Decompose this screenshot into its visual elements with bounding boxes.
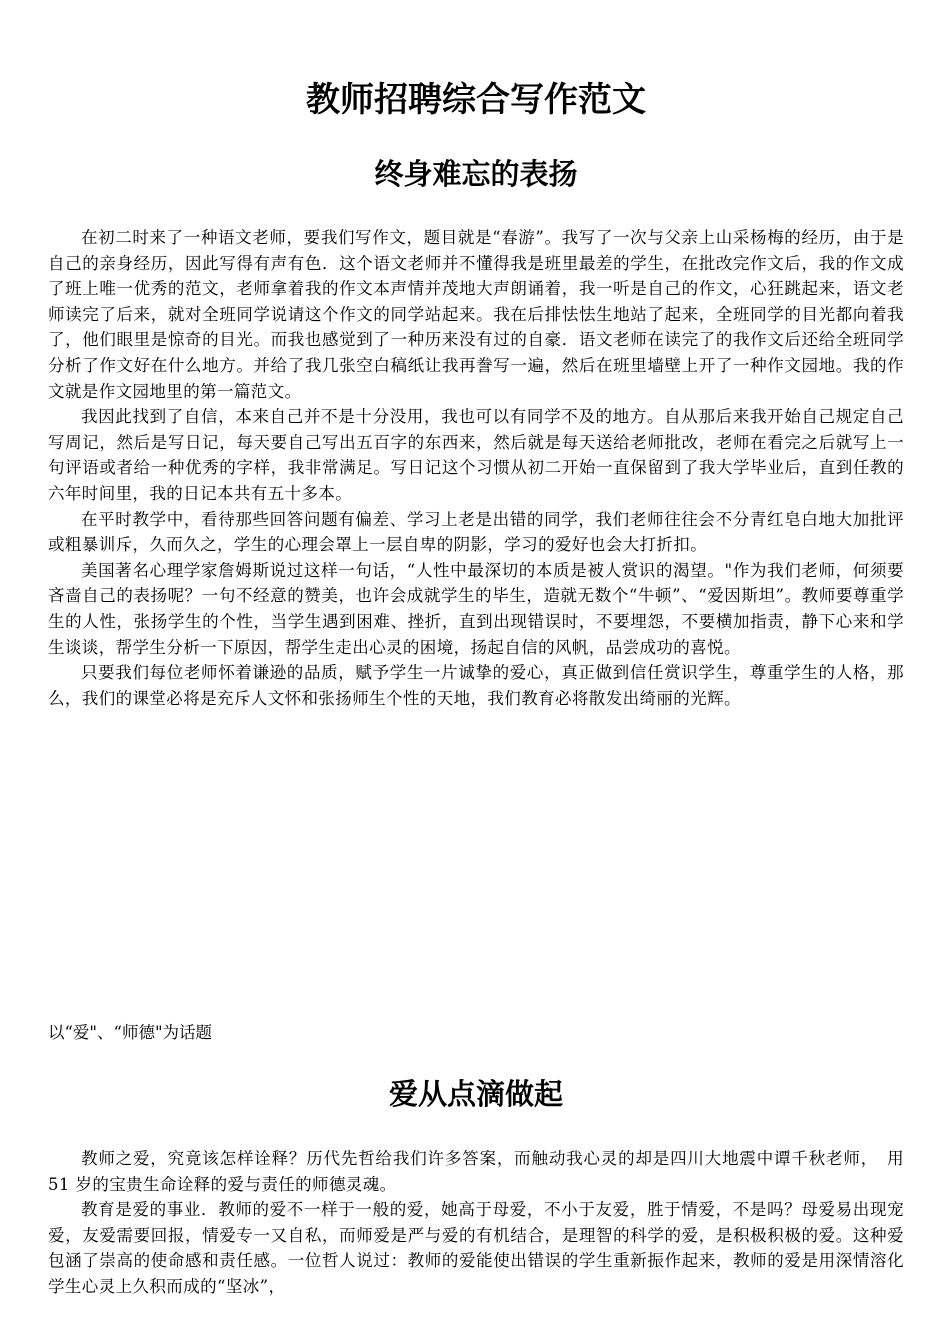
essay1-paragraph: 在初二时来了一种语文老师，要我们写作文，题目就是“春游”。我写了一次与父亲上山采杨梅的经历，由于是自己的亲身经历，因此写得有声有色．这个语文老师并不懂得我是班里最差的学生，在批改完作文后，我的作文成了班上唯一优秀的范文，老师拿着我的作文本声情并茂地大声朗诵着，我一听是自己的作文，心狂跳起来，语文老师读完了后来，就对全班同学说请这个作文的同学站起来。我在后排怯怯生地站了起来，全班同学的目光都向着我了，他们眼里是惊奇的目光。而我也感觉到了一种历来没有过的自豪．语文老师在读完了的我作文后还给全班同学分析了作文好在什么地方。并给了我几张空白稿纸让我再誊写一遍，然后在班里墙壁上开了一种作文园地。我的作文就是作文园地里的第一篇范文。 xyxy=(48,228,904,401)
essay1-paragraph: 只要我们每位老师怀着谦逊的品质，赋予学生一片诚挚的爱心，真正做到信任赏识学生，尊重学生的人格，那么，我们的课堂必将是充斥人文怀和张扬师生个性的天地，我们教育必将散发出绮丽的光辉。 xyxy=(48,663,904,708)
essay2-title: 爱从点滴做起 xyxy=(388,1077,563,1111)
document-title: 教师招聘综合写作范文 xyxy=(306,80,646,120)
topic-line: 以“爱"、“师德"为话题 xyxy=(48,1023,213,1042)
essay1-paragraph: 在平时教学中，看待那些回答问题有偏差、学习上老是出错的同学，我们老师往往会不分青红皂白地大加批评或粗暴训斥，久而久之，学生的心理会罩上一层自卑的阴影，学习的爱好也会大打折扣。 xyxy=(48,509,904,555)
essay1-body xyxy=(48,225,904,711)
essay2-paragraph: 教育是爱的事业．教师的爱不一样于一般的爱，她高于母爱，不小于友爱，胜于情爱，不是吗？母爱易出现宠爱，友爱需要回报，情爱专一又自私，而师爱是严与爱的有机结合，是理智的科学的爱，是积极积极的爱。这种爱包涵了崇高的使命感和责任感。一位哲人说过：教师的爱能使出错误的学生重新振作起来，教师的爱是用深情溶化学生心灵上久积而成的“坚冰”， xyxy=(48,1200,904,1296)
essay2-paragraph: 教师之爱，究竟该怎样诠释？历代先哲给我们许多答案，而触动我心灵的却是四川大地震中谭千秋老师， 用 51 岁的宝贵生命诠释的爱与责任的师德灵魂。 xyxy=(48,1149,904,1194)
essay1-title: 终身难忘的表扬 xyxy=(374,157,578,191)
essay1-paragraph: 我因此找到了自信，本来自己并不是十分没用，我也可以有同学不及的地方。自从那后来我开始自己规定自己写周记，然后是写日记，每天要自己写出五百字的东西来，然后就是每天送给老师批改，老师在看完之后就写上一句评语或者给一种优秀的字样，我非常满足。写日记这个习惯从初二开始一直保留到了我大学毕业后，直到任教的六年时间里，我的日记本共有五十多本。 xyxy=(48,407,904,503)
essay1-paragraph: 美国著名心理学家詹姆斯说过这样一句话，“人性中最深切的本质是被人赏识的渴望。"作为我们老师，何须要吝啬自己的表扬呢？一句不经意的赞美，也许会成就学生的毕生，造就无数个“牛顿”、“爱因斯坦”。教师要尊重学生的人性，张扬学生的个性，当学生遇到困难、挫折，直到出现错误时，不要埋怨，不要横加指责，静下心来和学生谈谈，帮学生分析一下原因，帮学生走出心灵的困境，扬起自信的风帆，品尝成功的喜悦。 xyxy=(48,560,904,657)
essay2-body xyxy=(48,1146,904,1300)
